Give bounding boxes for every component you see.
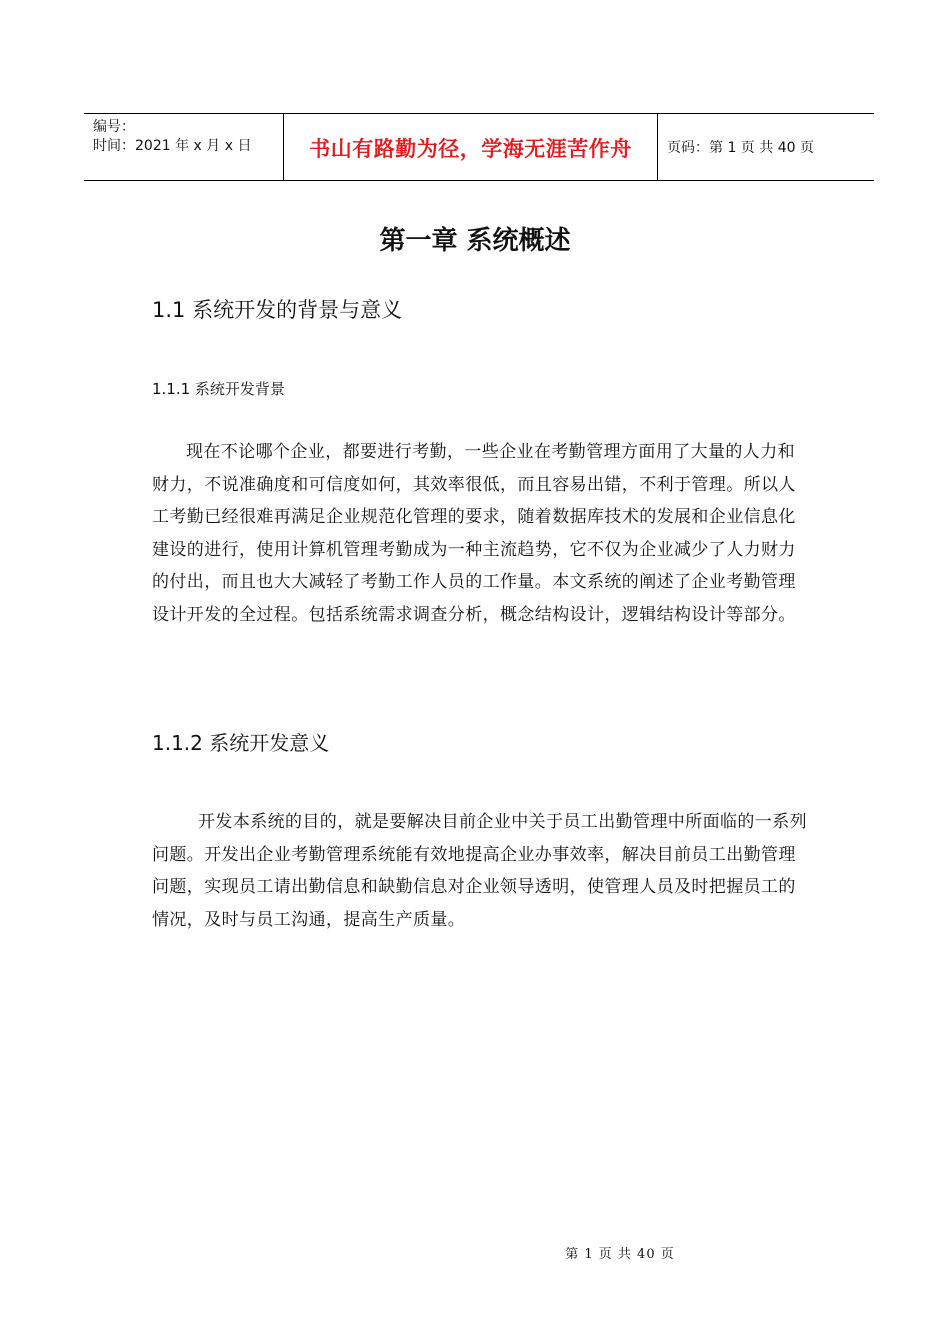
page-footer: 第 1 页 共 40 页 — [565, 1247, 675, 1262]
motto-text: 书山有路勤为径，学海无涯苦作舟 — [309, 137, 632, 161]
chapter-title: 第一章 系统概述 — [379, 226, 571, 256]
section-heading-1-1: 1.1 系统开发的背景与意义 — [152, 298, 403, 322]
section-heading-1-1-1: 1.1.1 系统开发背景 — [152, 380, 285, 398]
body-paragraph-background: 现在不论哪个企业，都要进行考勤，一些企业在考勤管理方面用了大量的人力和财力，不说准确度和可信度如何，其效率很低，而且容易出错，不利于管理。所以人工考勤已经很难再满足企业规范化管理的要求，随着数据库技术的发展和企业信息化建设的进行，使用计算机管理考勤成为一种主流趋势，它不仅为企业减少了人力财力的付出，而且也大大减轻了考勤工作人员的工作量。本文系统的阐述了企业考勤管理设计开发的全过程。包括系统需求调查分析，概念结构设计，逻辑结构设计等部分。 — [152, 442, 796, 625]
header-motto-cell — [284, 114, 658, 180]
section-heading-1-1-2: 1.1.2 系统开发意义 — [152, 731, 330, 755]
page-info: 页码：第 1 页 共 40 页 — [667, 140, 814, 156]
header-meta-cell — [84, 114, 284, 180]
time-label: 时间：2021 年 x 月 x 日 — [93, 138, 252, 154]
number-label: 编号： — [93, 119, 135, 135]
document-header-table — [84, 113, 874, 181]
body-paragraph-significance: 开发本系统的目的，就是要解决目前企业中关于员工出勤管理中所面临的一系列问题。开发出企业考勤管理系统能有效地提高企业办事效率，解决目前员工出勤管理问题，实现员工请出勤信息和缺勤信息对企业领导透明，使管理人员及时把握员工的情况，及时与员工沟通，提高生产质量。 — [152, 812, 807, 930]
header-page-cell — [658, 114, 874, 180]
